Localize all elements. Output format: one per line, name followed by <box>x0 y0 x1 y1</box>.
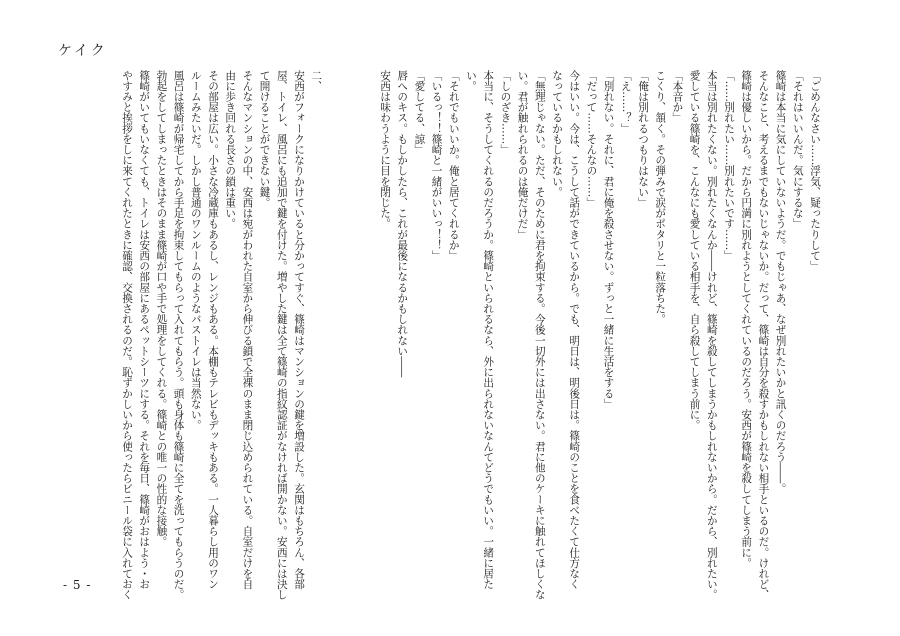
text-column: い。 <box>465 70 477 92</box>
text-column: 勃起をしてしまったときはそのまま篠崎が口や手で処理をしてくれる。篠崎との唯一の性的な接触。 <box>155 70 168 547</box>
text-column: 由に歩き回れる長さの鎖は重い。 <box>224 70 237 229</box>
text-column: 本当に、そうしてくれるのだろうか。篠崎といられるなら、外に出られないなんてどうでもいい。一緒に居た <box>482 70 495 590</box>
text-column: 安西がフォークになりかけていると分かってすぐ、篠崎はマンションの鍵を増設した。玄関はもちろん、各部 <box>293 70 305 590</box>
text-column: 篠崎は本当に気にしていないようだ。でもじゃあ、なぜ別れたいかと訊くのだろう――。 <box>774 70 787 494</box>
text-column: 「いるっ！！篠崎と一緒がいいっ！！」 <box>430 70 443 261</box>
text-column: ルームみたいだ。しかし普通のワンルームのようなバストイレは当然ない。 <box>189 70 202 431</box>
text-column: 「だって……そんなの……」 <box>585 70 598 208</box>
text-column: 「ごめんなさい……浮気、疑ったりして」 <box>809 70 821 272</box>
running-header-title: ケイク <box>58 43 108 59</box>
text-column: そんなこと、考えるまでもないじゃないか。だって、篠崎は自分を殺すかもしれない相手といるのだ。けれど、 <box>757 70 770 600</box>
text-column: 「俺は別れるつもりはない」 <box>637 70 649 208</box>
text-column: なっているかもしれない。 <box>551 70 563 198</box>
text-column: 「それはいいんだ。気にするな」 <box>791 70 804 229</box>
text-column: い。君が触れられるのは俺だけだ」 <box>516 70 529 240</box>
text-column: 「しのざき……」 <box>499 70 512 155</box>
text-column: 「無理じゃない。ただ、そのために君を拘束する。今後一切外には出さない。君に他のケーキに触れてほしくな <box>533 70 546 600</box>
text-column: て開けることができない鍵。 <box>258 70 271 208</box>
text-column: 「……別れたい……別れたいです……」 <box>723 70 735 261</box>
text-column: 風呂は篠崎が帰宅してから手足を拘束してもらって入れてもらう。頭も身体も篠崎に全てを洗ってもらうのだ。 <box>172 70 185 600</box>
text-column <box>325 70 340 610</box>
text-column: 安西は味わうように目を閉じた。 <box>379 70 391 229</box>
text-column: そんなマンションの中、安西は宛がわれた自室から伸びる鎖で全裸のまま閉じ込められている。自室だけを自 <box>241 70 254 590</box>
text-column: 篠崎は優しいから。だから円満に別れようとしてくれているのだろう。安西が篠崎を殺してしまう前に。 <box>740 70 753 569</box>
text-column: 「愛してる、諒」 <box>413 70 426 155</box>
text-column: 愛している篠崎を、こんなにも愛している相手を、自ら殺してしまう前に。 <box>688 70 701 431</box>
text-column: こくり、頷く。その弾みで涙がポタリと一粒落ちた。 <box>654 70 667 325</box>
text-column: 今はいい。今は、こうして話ができているから。でも、明日は、明後日は。篠崎のことを食べたくて仕方なく <box>568 70 581 590</box>
text-column: その部屋は広い。小さな冷蔵庫もあるし、レンジもある。本棚もテレビもデッキもある。一人暮らし用のワン <box>207 70 219 590</box>
text-column: 二、 <box>310 70 323 92</box>
text-column: 唇へのキス。もしかしたら、これが最後になるかもしれない―― <box>396 70 409 378</box>
text-column: 「それでもいいか。俺と居てくれるか」 <box>447 70 460 261</box>
text-column: 「本音か」 <box>671 70 684 123</box>
text-column <box>360 70 375 610</box>
text-column: 「別れない。それに、君に俺を殺させない。ずっと一緒に生活をする」 <box>602 70 615 410</box>
text-column: 「え……？」 <box>619 70 632 134</box>
page-number: - 5 - <box>63 578 92 592</box>
text-column: 篠崎がいてもいなくても、トイレは安西の部屋にあるペットシーツにする。それを毎日、篠崎がおはよう・お <box>138 70 151 590</box>
text-column: 本当は別れたくない。別れたくなんか――けれど、篠崎を殺してしまうかもしれないから。だから、別れたい。 <box>705 70 718 600</box>
text-column: 屋、トイレ、風呂にも追加で鍵を付けた。増やした鍵は全て篠崎の指紋認証がなければ開かない。安西には決し <box>275 70 288 600</box>
text-column <box>343 70 358 610</box>
text-column: やすみと挨拶をしに来てくれたときに確認、交換されるのだ。恥ずかしいから使ったらビニール袋に入れておく <box>121 70 133 600</box>
